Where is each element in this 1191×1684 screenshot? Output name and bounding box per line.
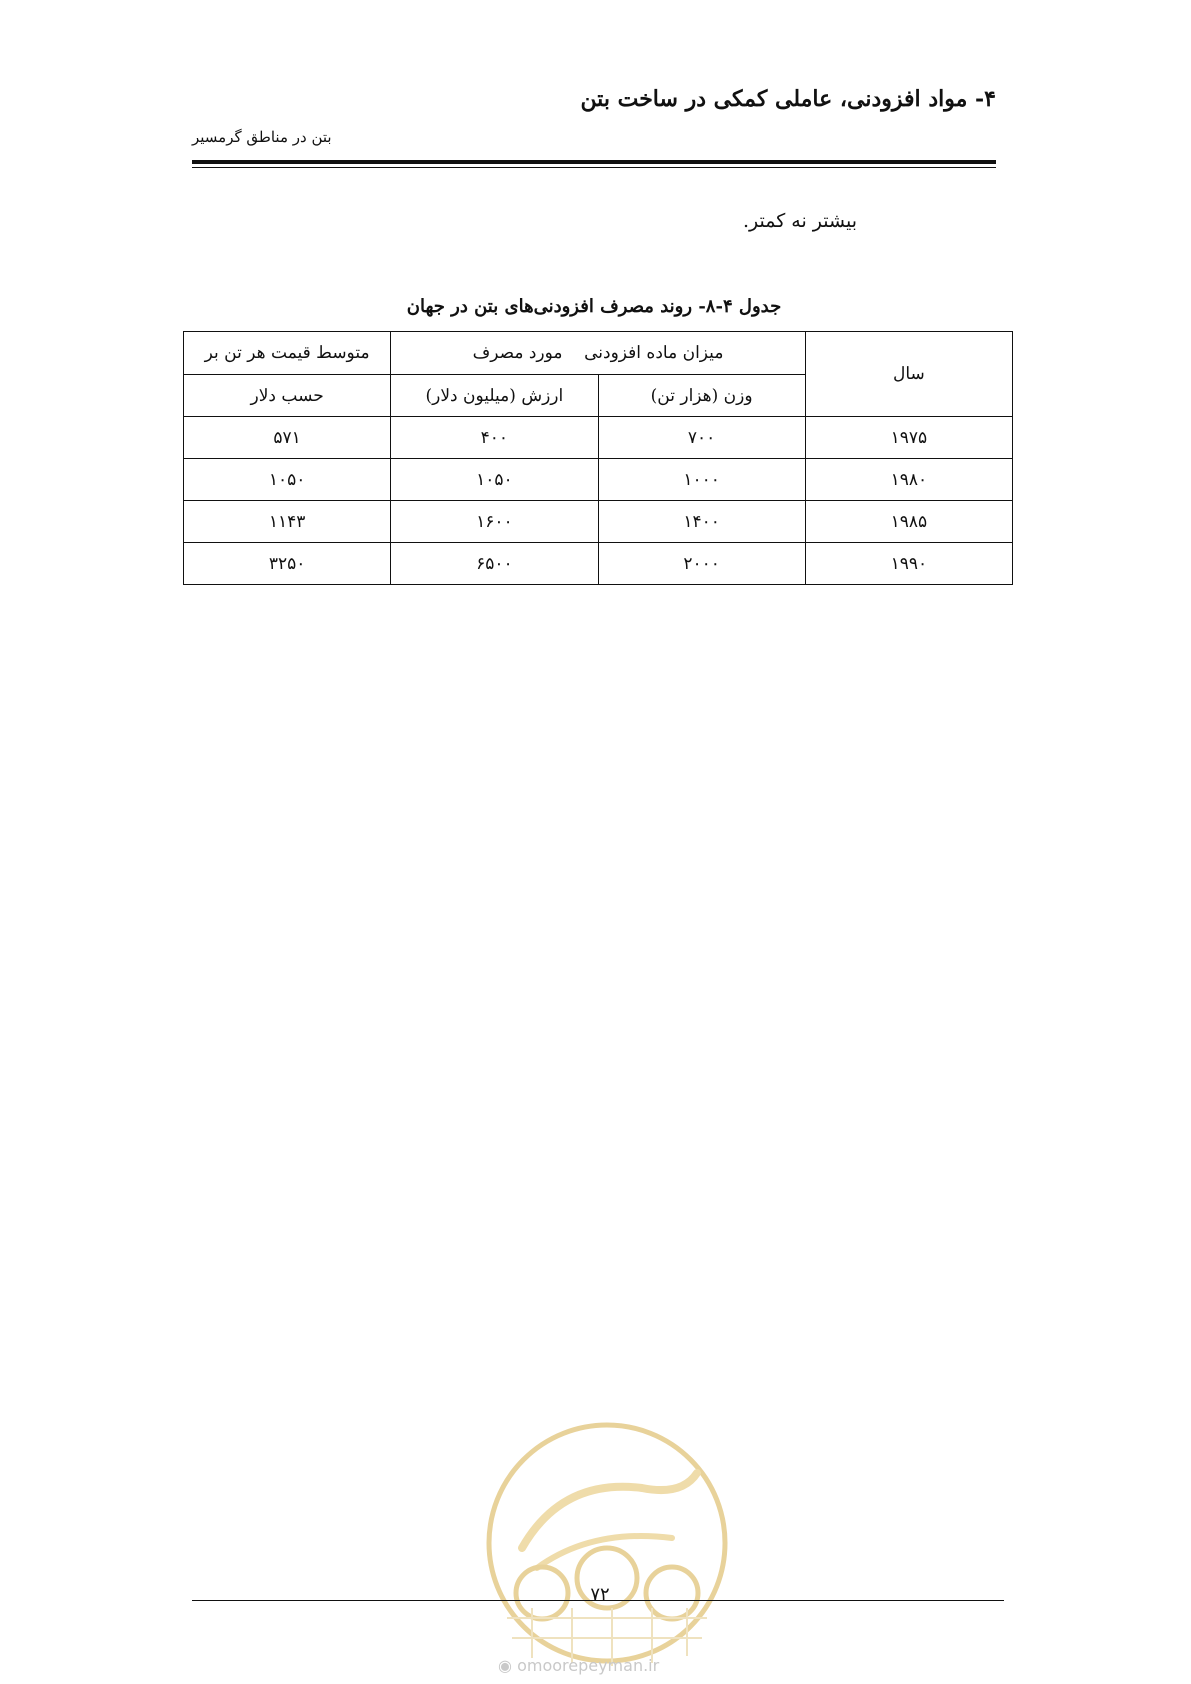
- header-weight: [598, 375, 805, 417]
- header-avg-price-label-1: متوسط قیمت هر تن بر: [204, 343, 370, 363]
- cell-year: ۱۹۸۵: [805, 501, 1012, 543]
- chapter-title: ۴- مواد افزودنی، عاملی کمکی در ساخت بتن: [580, 86, 996, 112]
- watermark-seal-icon: [482, 1418, 732, 1668]
- cell-value: ۱۰۵۰: [391, 459, 598, 501]
- header-amount-group: [391, 332, 806, 375]
- cell-avg-price: ۱۱۴۳: [184, 501, 391, 543]
- page-number: ۷۲: [590, 1584, 610, 1605]
- cell-weight: ۱۴۰۰: [598, 501, 805, 543]
- cell-avg-price: ۵۷۱: [184, 417, 391, 459]
- cell-weight: ۷۰۰: [598, 417, 805, 459]
- table-row: [184, 543, 1013, 585]
- header-avg-price-label-2: حسب دلار: [250, 385, 324, 406]
- cell-weight: ۲۰۰۰: [598, 543, 805, 585]
- header-value: [391, 375, 598, 417]
- cell-value: ۴۰۰: [391, 417, 598, 459]
- table-row: [184, 501, 1013, 543]
- cell-value: ۱۶۰۰: [391, 501, 598, 543]
- cell-weight: ۱۰۰۰: [598, 459, 805, 501]
- table-caption: جدول ۴-۸- روند مصرف افزودنی‌های بتن در جهان: [406, 296, 782, 317]
- header-rule-thick: [192, 160, 996, 164]
- header-year: [805, 332, 1012, 417]
- table-header-row: [184, 332, 1013, 375]
- header-year-label: سال: [892, 364, 925, 384]
- book-title: بتن در مناطق گرمسیر: [192, 128, 332, 146]
- header-avg-price-2: [184, 375, 391, 417]
- cell-year: ۱۹۷۵: [805, 417, 1012, 459]
- globe-icon: ◉: [498, 1656, 512, 1675]
- header-weight-label: وزن (هزار تن): [650, 385, 753, 406]
- header-amount-label: میزان ماده افزودنی مورد مصرف: [472, 343, 724, 363]
- cell-value: ۶۵۰۰: [391, 543, 598, 585]
- cell-year: ۱۹۹۰: [805, 543, 1012, 585]
- cell-avg-price: ۱۰۵۰: [184, 459, 391, 501]
- header-rule-thin: [192, 167, 996, 168]
- watermark-url: [498, 1656, 659, 1675]
- admixture-table: [183, 331, 1013, 585]
- header-avg-price-1: [184, 332, 391, 375]
- cell-year: ۱۹۸۰: [805, 459, 1012, 501]
- body-text: بیشتر نه کمتر.: [742, 210, 857, 232]
- header-value-label: ارزش (میلیون دلار): [425, 385, 564, 406]
- watermark-url-text: omoorepeyman.ir: [517, 1656, 660, 1675]
- cell-avg-price: ۳۲۵۰: [184, 543, 391, 585]
- table-row: [184, 417, 1013, 459]
- table-row: [184, 459, 1013, 501]
